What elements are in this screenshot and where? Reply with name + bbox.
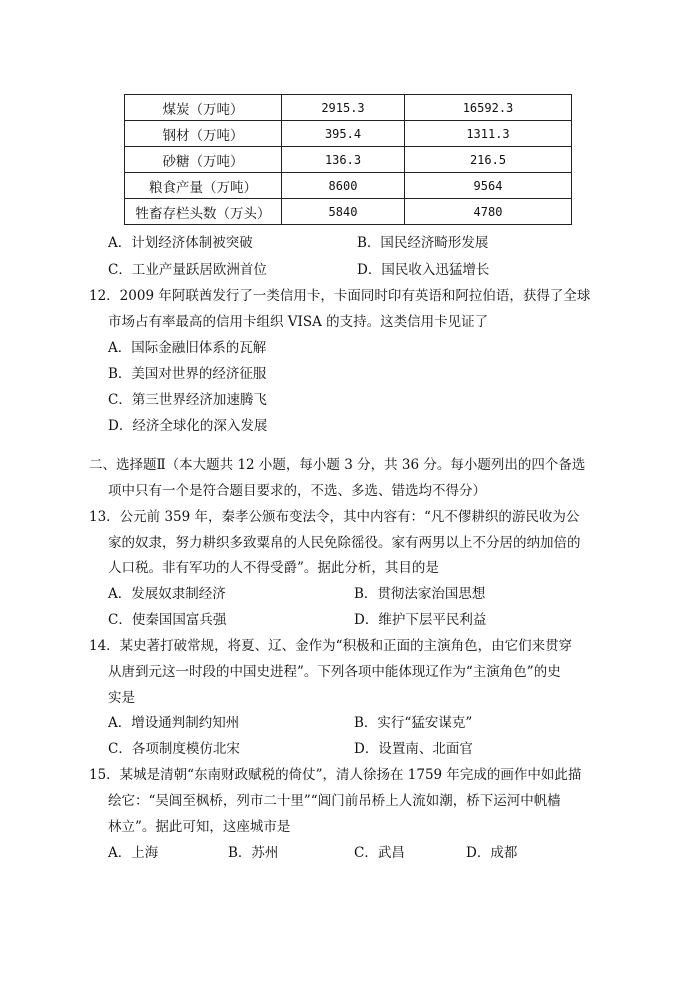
q15-option-a: A．上海 — [108, 845, 159, 861]
q14-option-b: B．实行“猛安谋克” — [354, 715, 473, 731]
table-row-label: 砂糖（万吨） — [125, 147, 282, 173]
q11-option-d: D．国民收入迅猛增长 — [357, 262, 490, 278]
table-cell: 395.4 — [282, 121, 405, 147]
q12-option-d: D．经济全球化的深入发展 — [108, 418, 268, 434]
table-cell: 8600 — [282, 173, 405, 199]
q14-stem-line-2: 从唐到元这一时段的中国史进程”。下列各项中能体现辽作为“主演角色”的史 — [108, 664, 561, 680]
table-cell: 4780 — [405, 199, 572, 225]
q13-stem-line-1: 13．公元前 359 年，秦孝公颁布变法令，其中内容有：“凡不僇耕织的游民收为公 — [89, 509, 580, 525]
q13-option-a: A．发展奴隶制经济 — [108, 586, 226, 602]
q13-option-d: D．维护下层平民利益 — [354, 612, 487, 628]
q14-option-d: D．设置南、北面官 — [354, 741, 473, 757]
q11-option-c: C．工业产量跃居欧洲首位 — [108, 262, 267, 278]
q15-stem-line-2: 绘它：“吴阊至枫桥，列市二十里”“阊门前吊桥上人流如潮，桥下运河中帆樯 — [108, 793, 561, 809]
q14-stem-line-3: 实是 — [108, 690, 135, 706]
q11-option-b: B．国民经济畸形发展 — [357, 235, 489, 251]
table-cell: 216.5 — [405, 147, 572, 173]
q12-option-b: B．美国对世界的经济征服 — [108, 366, 267, 382]
q12-option-c: C．第三世界经济加速腾飞 — [108, 392, 267, 408]
q13-option-b: B．贯彻法家治国思想 — [354, 586, 486, 602]
q12-option-a: A．国际金融旧体系的瓦解 — [108, 340, 267, 356]
q14-option-a: A．增设通判制约知州 — [108, 715, 240, 731]
q14-option-c: C．各项制度模仿北宋 — [108, 741, 240, 757]
q14-stem-line-1: 14．某史著打破常规，将夏、辽、金作为“积极和正面的主演角色，由它们来贯穿 — [89, 638, 573, 654]
section-2-heading-line-2: 项中只有一个是符合题目要求的，不选、多选、错选均不得分） — [108, 483, 486, 499]
table-row — [125, 121, 572, 147]
table-cell: 2915.3 — [282, 95, 405, 121]
q13-option-c: C．使秦国国富兵强 — [108, 612, 227, 628]
table-row — [125, 173, 572, 199]
q15-option-c: C．武昌 — [354, 845, 405, 861]
statistics-table — [124, 94, 572, 225]
table-cell: 16592.3 — [405, 95, 572, 121]
q11-option-a: A．计划经济体制被突破 — [108, 235, 253, 251]
q15-stem-line-3: 林立”。据此可知，这座城市是 — [108, 819, 291, 835]
table-row-label: 牲畜存栏头数（万头） — [125, 199, 282, 225]
q15-option-b: B．苏州 — [228, 845, 279, 861]
table-cell: 1311.3 — [405, 121, 572, 147]
table-row — [125, 147, 572, 173]
q15-stem-line-1: 15．某城是清朝“东南财政赋税的倚仗”，清人徐扬在 1759 年完成的画作中如此描 — [89, 767, 582, 783]
q13-stem-line-3: 人口税。非有军功的人不得受爵”。据此分析，其目的是 — [108, 560, 439, 576]
table-row — [125, 199, 572, 225]
table-cell: 136.3 — [282, 147, 405, 173]
table-row-label: 粮食产量（万吨） — [125, 173, 282, 199]
section-2-heading-line-1: 二、选择题Ⅱ（本大题共 12 小题，每小题 3 分，共 36 分。每小题列出的四个备选 — [89, 457, 586, 473]
table-cell: 9564 — [405, 173, 572, 199]
q12-stem-line-1: 12．2009 年阿联酋发行了一类信用卡，卡面同时印有英语和阿拉伯语，获得了全球 — [89, 288, 591, 304]
table-row-label: 煤炭（万吨） — [125, 95, 282, 121]
table-row — [125, 95, 572, 121]
table-row-label: 钢材（万吨） — [125, 121, 282, 147]
q15-option-d: D．成都 — [466, 845, 518, 861]
q13-stem-line-2: 家的奴隶，努力耕织多致粟帛的人民免除徭役。家有两男以上不分居的纳加倍的 — [108, 535, 581, 551]
q12-stem-line-2: 市场占有率最高的信用卡组织 VISA 的支持。这类信用卡见证了 — [108, 314, 489, 330]
table-cell: 5840 — [282, 199, 405, 225]
